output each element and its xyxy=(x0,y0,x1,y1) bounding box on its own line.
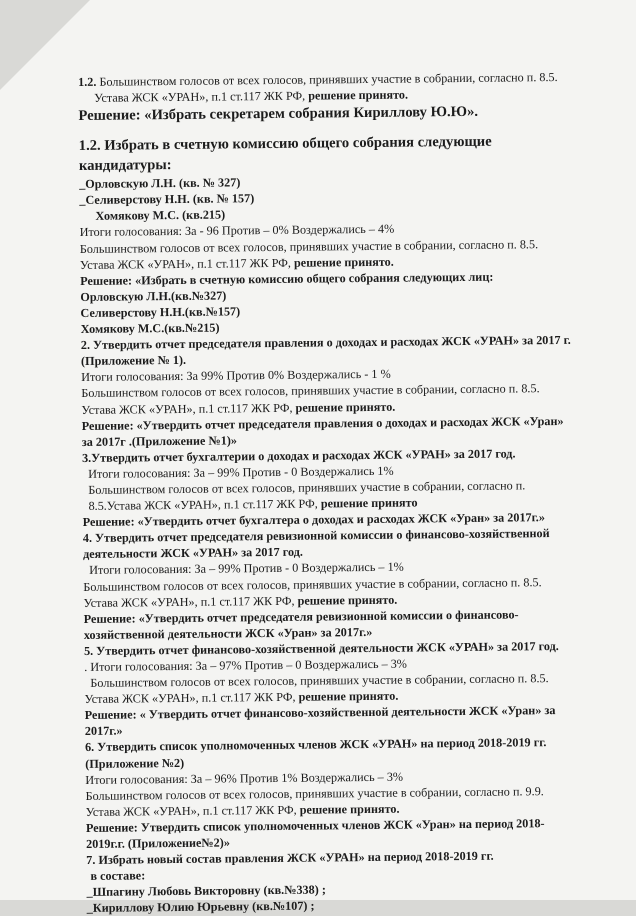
document-line: 4. Утвердить отчет председателя ревизионной комиссии о финансово-хозяйственной xyxy=(82,526,550,546)
document-line: 3.Утвердить отчет бухгалтерии о доходах и расходах ЖСК «УРАН» за 2017 год. xyxy=(81,446,516,465)
line-bold-segment: решение принято xyxy=(320,495,418,511)
document-line: _Кириллову Юлию Юрьевну (кв.№107) ; xyxy=(86,898,315,916)
document-line: Решение: «Избрать секретарем собрания Кириллову Ю.Ю». xyxy=(78,104,479,125)
document-line: деятельности ЖСК «УРАН» за 2017 год. xyxy=(82,545,303,562)
document-line: в составе: xyxy=(90,868,146,884)
document-line: Селиверстову Н.Н.(кв.№157) xyxy=(80,304,241,320)
document-line: 2. Утвердить отчет председателя правления о доходах и расходах ЖСК «УРАН» за 2017 г. xyxy=(80,332,571,353)
document-line: Итоги голосования: За – 99% Против - 0 Воздержались – 1% xyxy=(89,560,404,578)
document-line: Большинством голосов от всех голосов, принявших участие в собрании, согласно п. xyxy=(88,478,526,497)
document-line: Устава ЖСК «УРАН», п.1 ст.117 ЖК РФ, решение принято. xyxy=(79,254,394,272)
line-bold-segment: решение принято. xyxy=(308,87,409,103)
line-bold-segment: решение принято. xyxy=(299,801,400,817)
document-line: 6. Утвердить список уполномоченных членов ЖСК «УРАН» на период 2018-2019 гг. xyxy=(84,735,547,755)
line-bold-segment: решение принято. xyxy=(293,254,394,270)
document-line: Хомякову М.С.(кв.№215) xyxy=(80,320,220,337)
document-line: Большинством голосов от всех голосов, принявших участие в собрании, согласно п. 9.9. xyxy=(85,783,544,803)
document-body xyxy=(78,68,632,916)
document-line: Итоги голосования: За – 99% Против - 0 Воздержались 1% xyxy=(88,463,394,481)
document-line: Большинством голосов от всех голосов, принявших участие в собрании, согласно п. 8.5. xyxy=(79,236,539,256)
document-line: 8.5.Устава ЖСК «УРАН», п.1 ст.117 ЖК РФ, решение принято xyxy=(88,495,418,513)
document-line: Решение: Утвердить список уполномоченных членов ЖСК «Уран» на период 2018- xyxy=(85,816,545,835)
document-line: _Шпагину Любовь Викторовну (кв.№338) ; xyxy=(86,882,326,900)
line-bold-segment: решение принято. xyxy=(297,592,398,608)
document-line: Большинством голосов от всех голосов, принявших участие в собрании, согласно п. 8.5. xyxy=(81,381,540,401)
document-line: Устава ЖСК «УРАН», п.1 ст.117 ЖК РФ, решение принято. xyxy=(85,801,400,819)
document-line: Устава ЖСК «УРАН», п.1 ст.117 ЖК РФ, решение принято. xyxy=(83,592,398,610)
document-line: _Селиверстову Н.Н. (кв. № 157) xyxy=(79,191,255,208)
line-bold-segment: решение принято. xyxy=(295,399,396,415)
document-line: Орловскую Л.Н.(кв.№327) xyxy=(80,288,227,304)
document-line: (Приложение № 1). xyxy=(80,353,187,369)
document-line: . Итоги голосования: За – 97% Против – 0 Воздержались – 3% xyxy=(84,656,407,674)
document-line: Устава ЖСК «УРАН», п.1 ст.117 ЖК РФ, решение принято. xyxy=(84,688,399,707)
document-line: 5. Утвердить отчет финансово-хозяйственной деятельности ЖСК «УРАН» за 2017 год. xyxy=(83,638,559,658)
document-line: Хомякову М.С. (кв.215) xyxy=(95,207,226,224)
line-bold-segment: решение принято. xyxy=(298,688,399,704)
document-line: Итоги голосования: За - 96 Против – 0% Воздержались – 4% xyxy=(79,222,395,240)
document-line: хозяйственной деятельности ЖСК «Уран» за 2017г.» xyxy=(83,624,373,642)
document-line: Большинством голосов от всех голосов, принявших участие в собрании, согласно п. 8.5. xyxy=(83,574,542,594)
document-line: 7. Избрать новый состав правления ЖСК «УРАН» на период 2018-2019 гг. xyxy=(86,848,494,868)
document-line: 1.2. Большинством голосов от всех голосов, принявших участие в собрании, согласно п. 8.5. xyxy=(78,69,558,89)
document-line: Решение: «Избрать в счетную комиссию общего собрания следующих лиц: xyxy=(80,269,494,288)
document-line: Большинством голосов от всех голосов, принявших участие в собрании, согласно п. 8.5. xyxy=(90,671,549,690)
document-line: 2019г.г. (Приложение№2)» xyxy=(85,835,230,851)
document-line: кандидатуры: xyxy=(78,157,172,175)
document-line: 2017г.» xyxy=(84,723,123,739)
document-line: Устава ЖСК «УРАН», п.1 ст.117 ЖК РФ, решение принято. xyxy=(94,87,409,105)
document-line: 1.2. Избрать в счетную комиссию общего собрания следующие xyxy=(78,133,492,155)
document-line: Решение: «Утвердить отчет бухгалтера о доходах и расходах ЖСК «Уран» за 2017г.» xyxy=(82,510,545,530)
document-line: (Приложение №2) xyxy=(85,755,185,771)
document-line: Итоги голосования: За – 96% Против 1% Воздержались – 3% xyxy=(85,769,404,787)
document-line: за 2017г .(Приложение №1)» xyxy=(81,433,238,449)
document-line: Решение: «Утвердить отчет председателя ревизионной комиссии о финансово- xyxy=(83,607,519,626)
document-line: _Орловскую Л.Н. (кв. № 327) xyxy=(79,175,241,192)
document-line: Итоги голосования: За 99% Против 0% Воздержались - 1 % xyxy=(81,367,391,385)
folded-corner xyxy=(0,0,90,90)
document-line: Решение: « Утвердить отчет финансово-хозяйственной деятельности ЖСК «Уран» за xyxy=(84,703,556,723)
line-bold-segment: 1.2. xyxy=(78,74,97,89)
document-line: Устава ЖСК «УРАН», п.1 ст.117 ЖК РФ, решение принято. xyxy=(81,399,396,417)
document-line: Решение: «Утвердить отчет председателя правления о доходах и расходах ЖСК «Уран» xyxy=(81,413,564,433)
